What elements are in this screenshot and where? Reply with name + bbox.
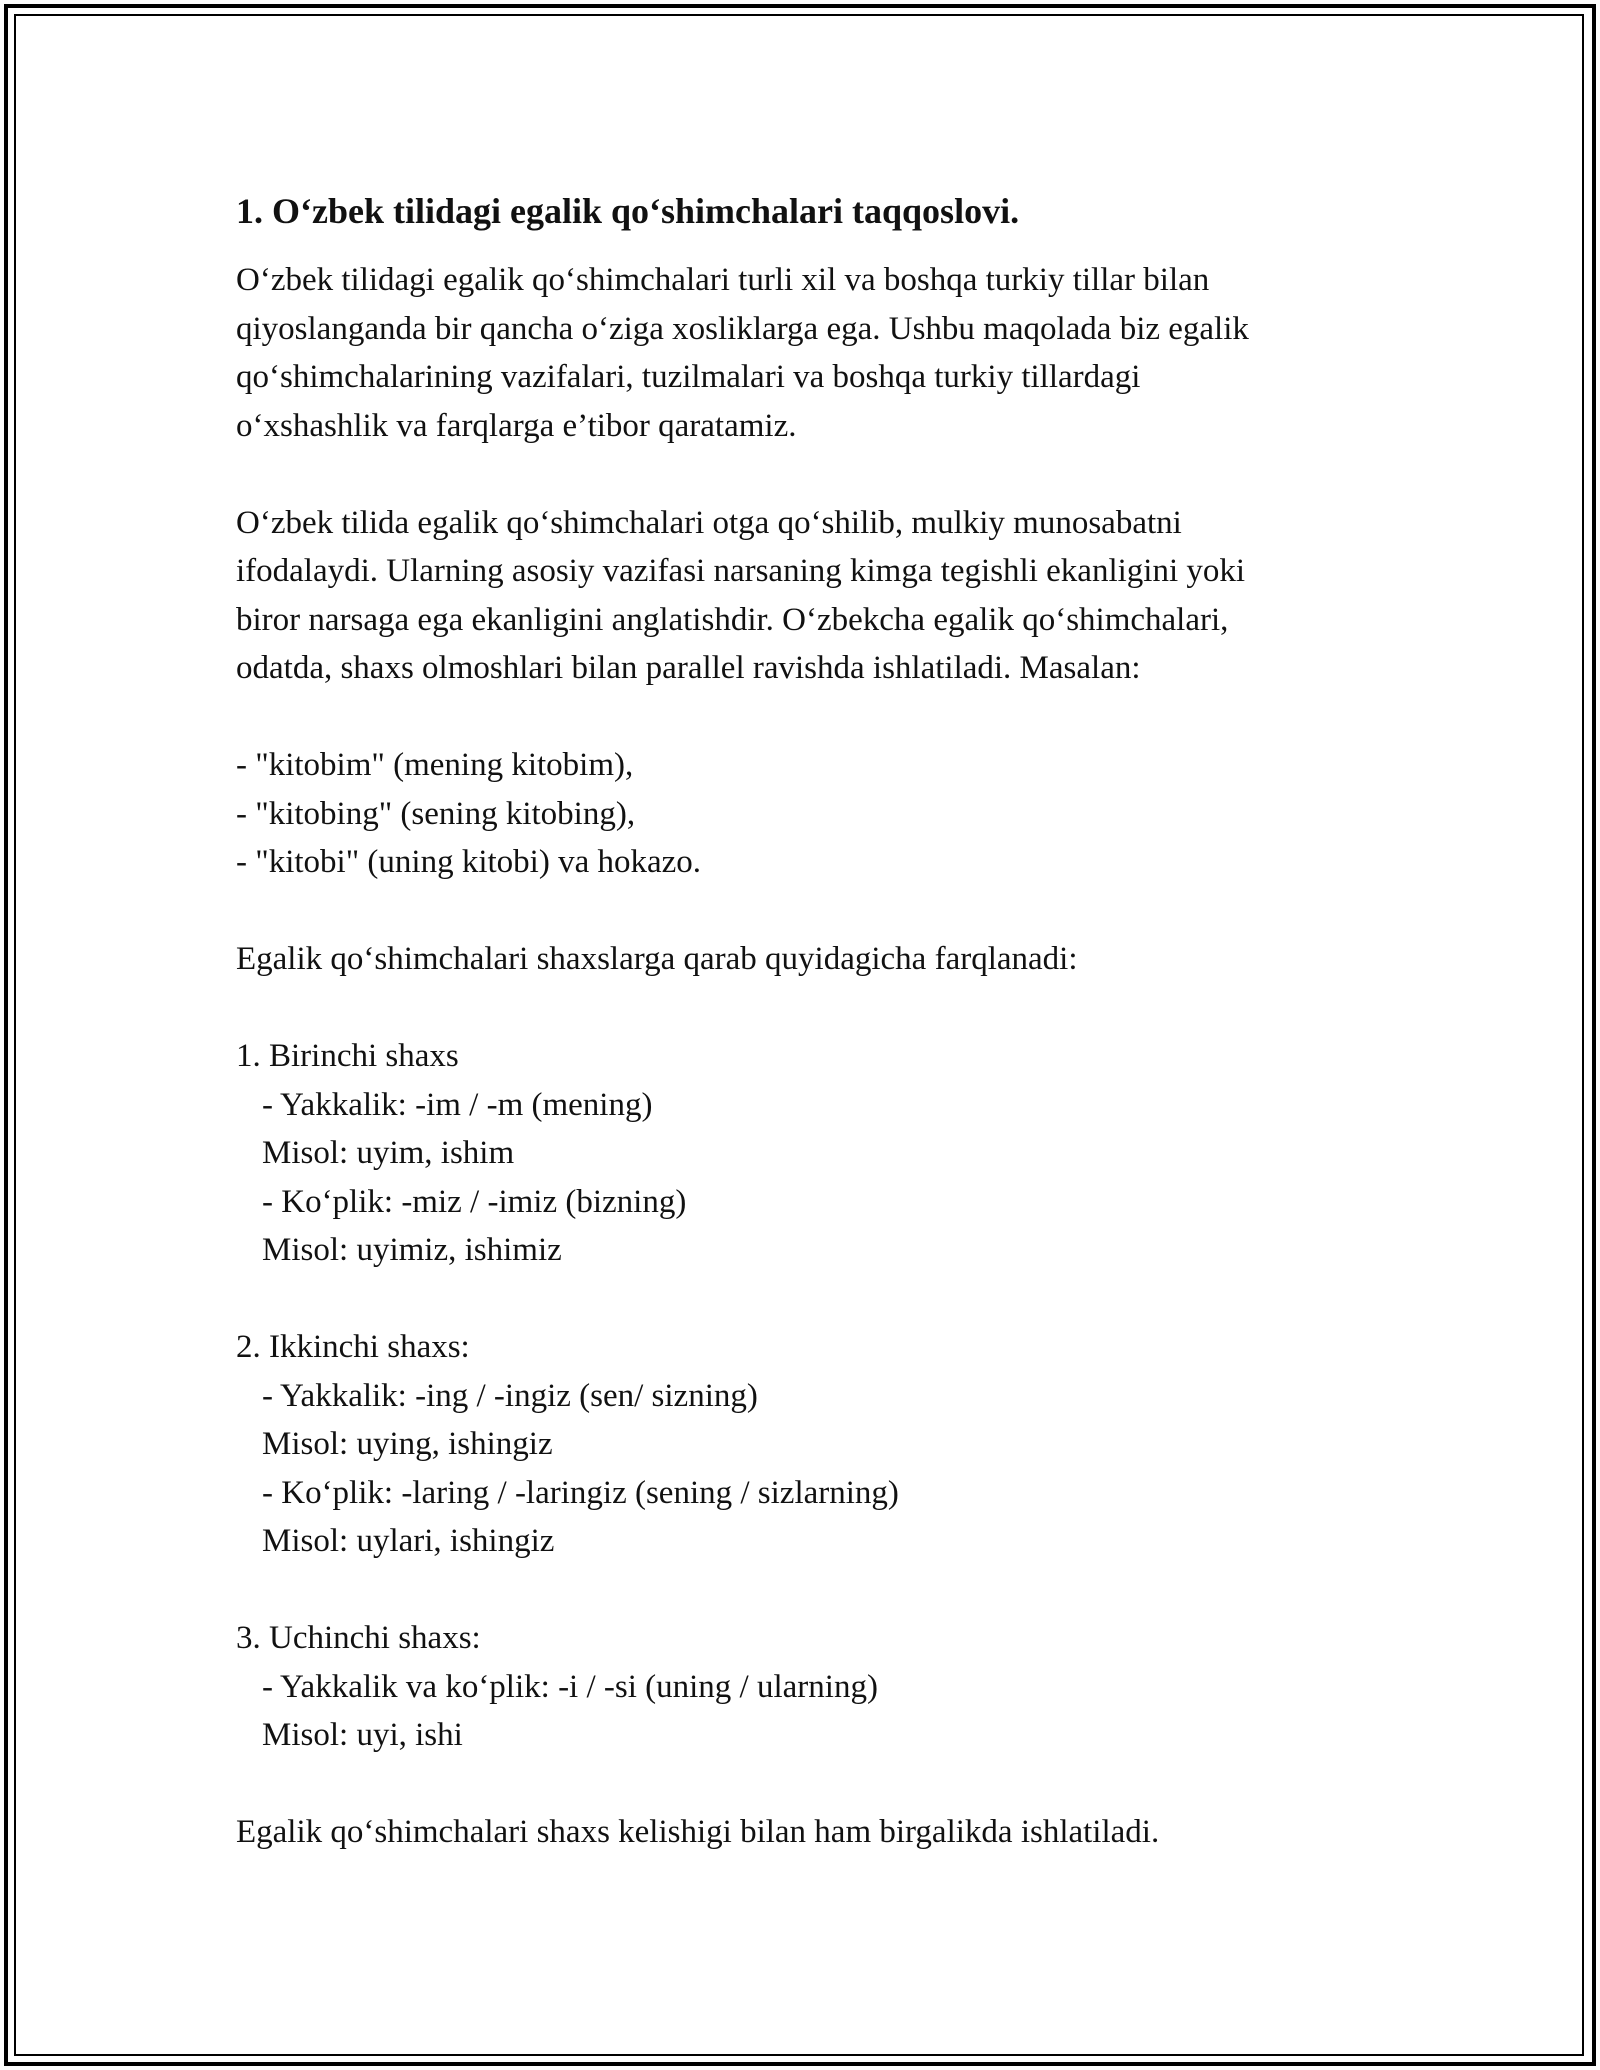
text-line: qiyoslanganda bir qancha o‘ziga xosliklarga ega. Ushbu maqolada biz egalik	[236, 310, 1249, 347]
closing-sentence: Egalik qo‘shimchalari shaxs kelishigi bilan ham birgalikda ishlatiladi.	[236, 1814, 1160, 1850]
example-item: - "kitobi" (uning kitobi) va hokazo.	[236, 844, 702, 880]
person-line: - Yakkalik: -im / -m (mening)	[262, 1086, 653, 1123]
person-second	[236, 1323, 1416, 1566]
section-heading: 1. O‘zbek tilidagi egalik qo‘shimchalari taqqoslovi.	[236, 191, 1020, 231]
paragraph-gap	[236, 984, 1416, 1033]
text-line: biror narsaga ega ekanligini anglatishdir. O‘zbekcha egalik qo‘shimchalari,	[236, 601, 1229, 638]
paragraph-gap	[236, 450, 1416, 499]
intro-paragraph	[236, 256, 1416, 450]
person-line: Misol: uyim, ishim	[262, 1135, 515, 1171]
person-line: - Ko‘plik: -laring / -laringiz (sening / sizlarning)	[262, 1474, 899, 1511]
paragraph-gap	[236, 1275, 1416, 1324]
person-title: 3. Uchinchi shaxs:	[236, 1620, 481, 1656]
text-line: O‘zbek tilidagi egalik qo‘shimchalari turli xil va boshqa turkiy tillar bilan	[236, 262, 1210, 298]
text-line: o‘xshashlik va farqlarga e’tibor qaratamiz.	[236, 407, 797, 444]
person-line: Misol: uylari, ishingiz	[262, 1523, 555, 1559]
example-list	[236, 741, 1416, 887]
text-line: ifodalaydi. Ularning asosiy vazifasi narsaning kimga tegishli ekanligini yoki	[236, 553, 1246, 589]
paragraph-gap	[236, 887, 1416, 936]
person-first	[236, 1032, 1416, 1275]
list-intro: Egalik qo‘shimchalari shaxslarga qarab quyidagicha farqlanadi:	[236, 941, 1078, 977]
text-line: odatda, shaxs olmoshlari bilan parallel ravishda ishlatiladi. Masalan:	[236, 650, 1141, 686]
paragraph-gap	[236, 693, 1416, 742]
person-line: Misol: uyimiz, ishimiz	[262, 1232, 562, 1268]
person-line: - Yakkalik va ko‘plik: -i / -si (uning / ularning)	[262, 1668, 878, 1705]
example-item: - "kitobim" (mening kitobim),	[236, 747, 634, 783]
text-line: qo‘shimchalarining vazifalari, tuzilmalari va boshqa turkiy tillardagi	[236, 359, 1141, 395]
person-line: Misol: uyi, ishi	[262, 1717, 463, 1753]
person-line: - Yakkalik: -ing / -ingiz (sen/ sizning)	[262, 1377, 758, 1414]
paragraph-gap	[236, 1566, 1416, 1615]
person-title: 2. Ikkinchi shaxs:	[236, 1329, 470, 1365]
text-line: O‘zbek tilida egalik qo‘shimchalari otga qo‘shilib, mulkiy munosabatni	[236, 504, 1182, 541]
person-third	[236, 1614, 1416, 1760]
body-paragraph	[236, 499, 1416, 693]
paragraph-gap	[236, 1760, 1416, 1809]
person-title: 1. Birinchi shaxs	[236, 1038, 459, 1074]
document-body	[236, 190, 1416, 1857]
person-line: - Ko‘plik: -miz / -imiz (bizning)	[262, 1183, 687, 1220]
example-item: - "kitobing" (sening kitobing),	[236, 795, 636, 832]
person-line: Misol: uying, ishingiz	[262, 1426, 553, 1462]
